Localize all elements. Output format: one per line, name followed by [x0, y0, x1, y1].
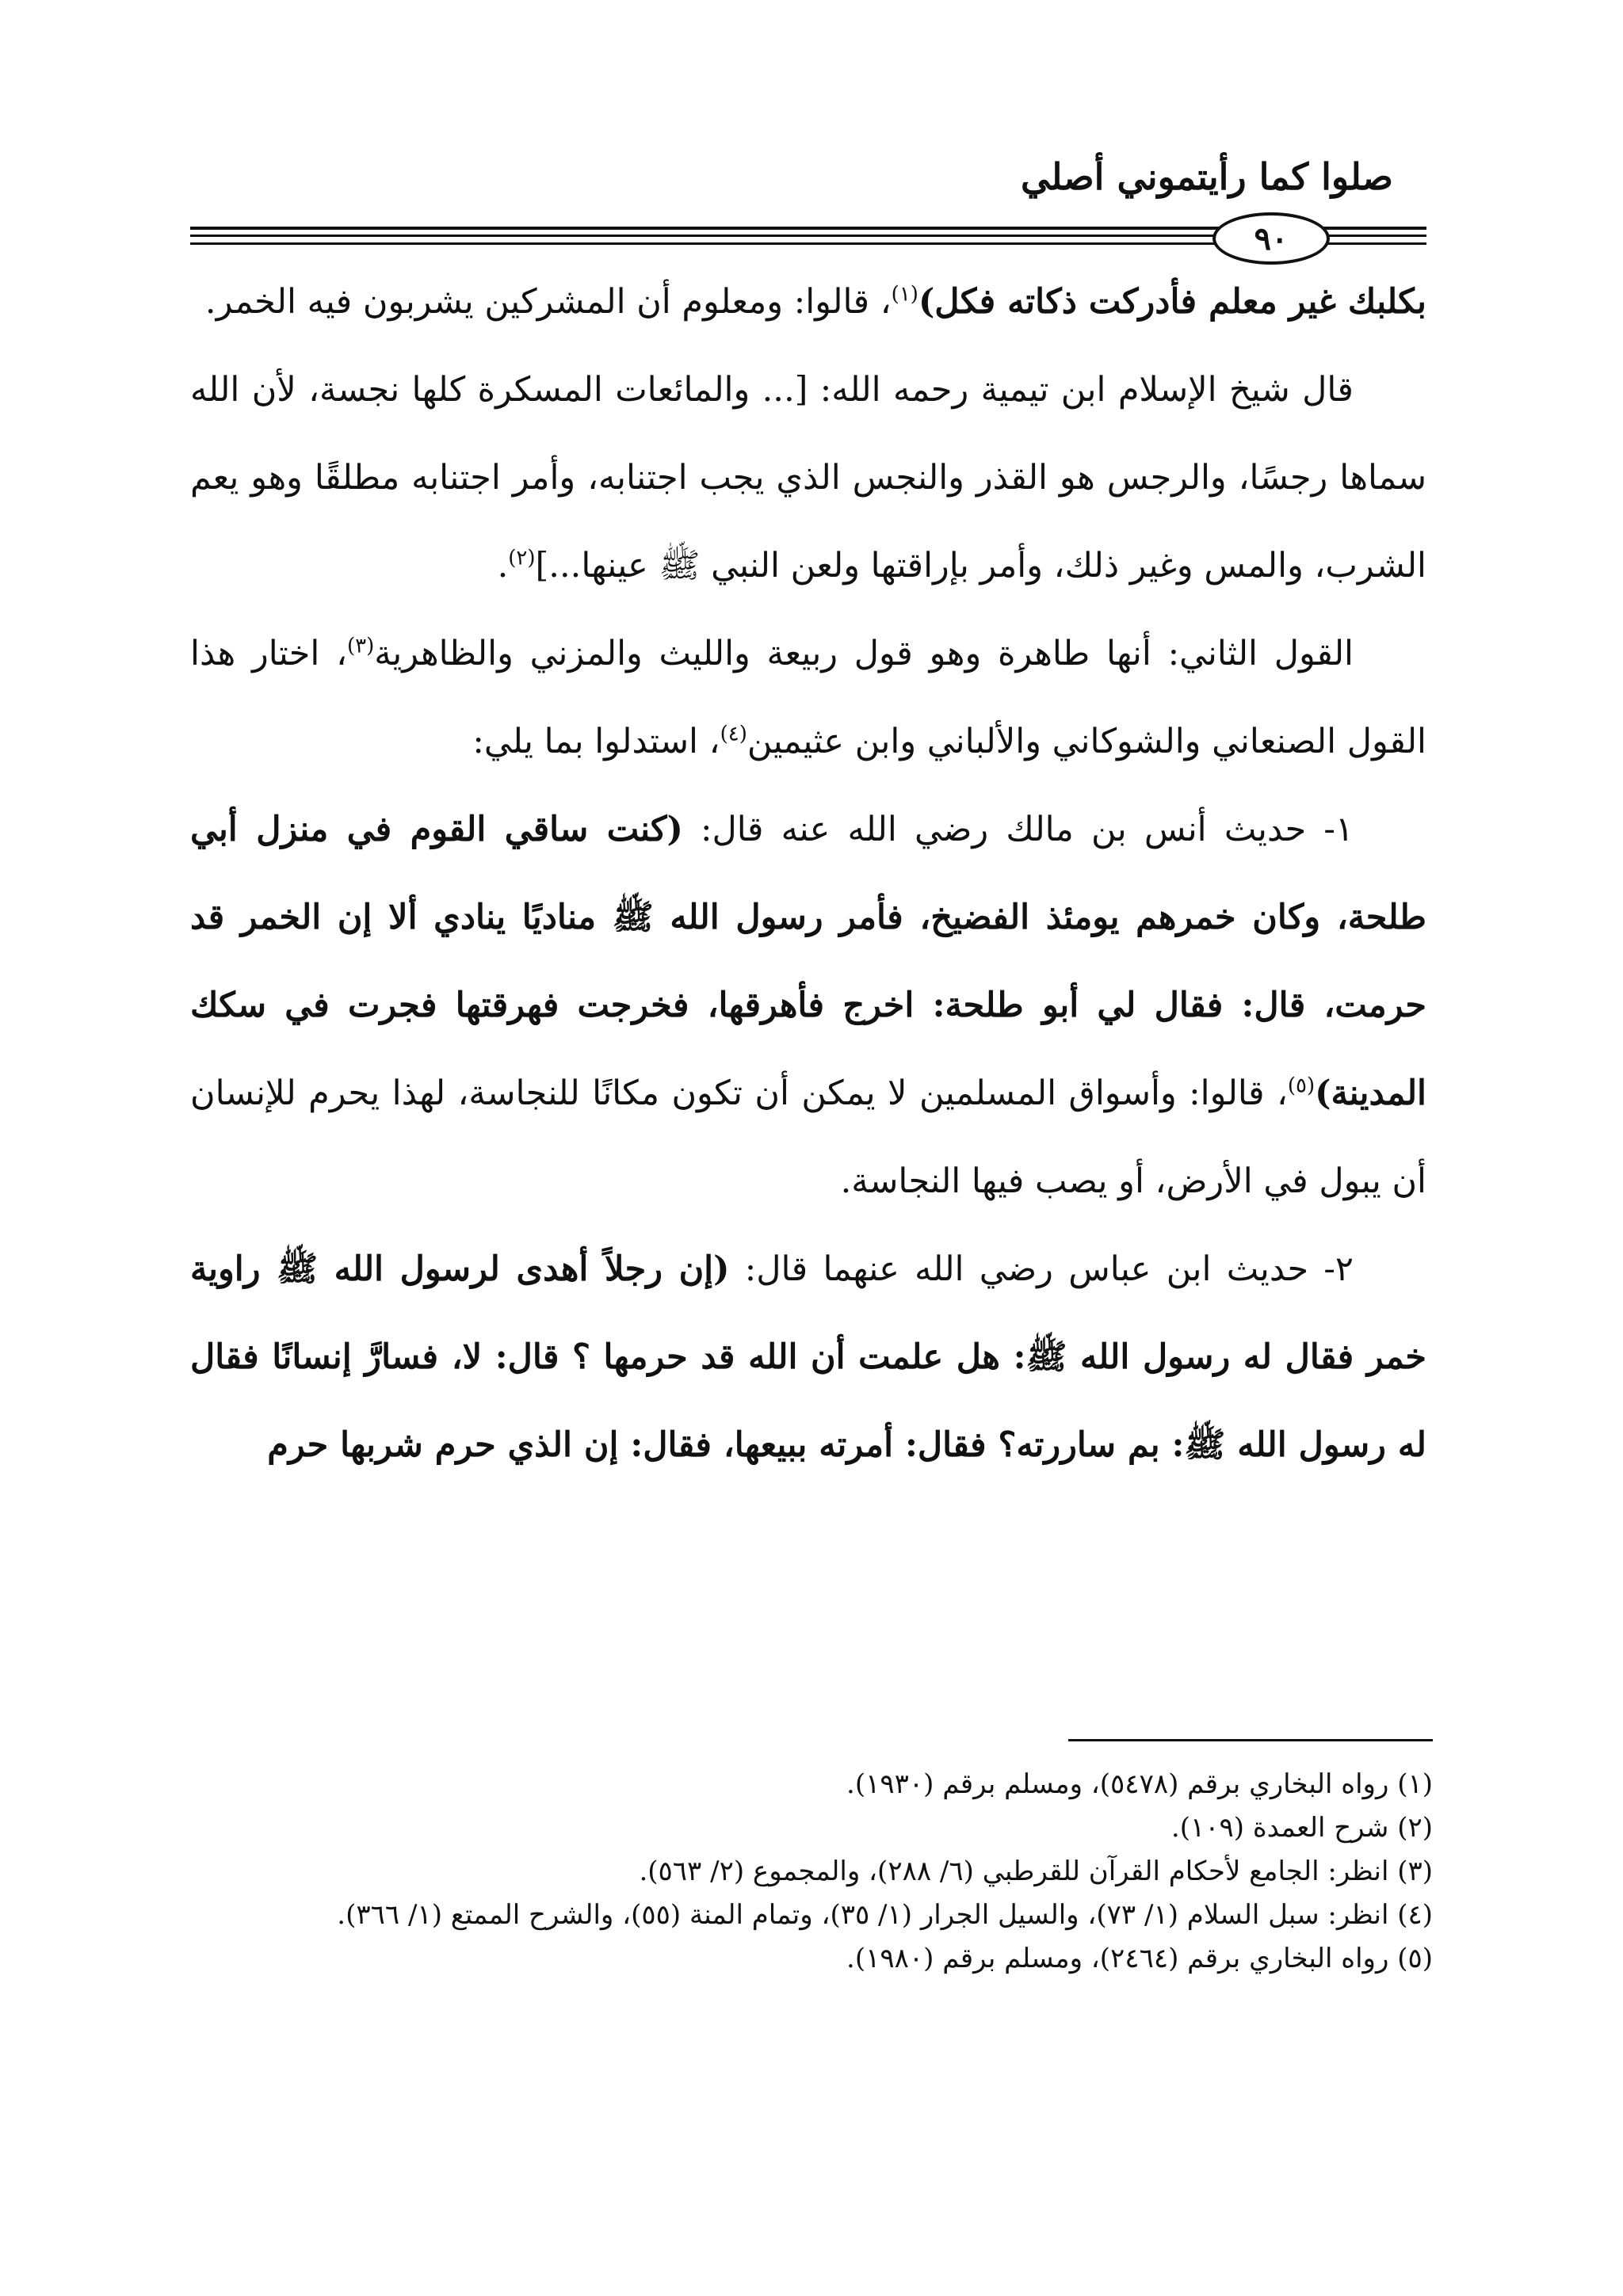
footnote-separator — [1068, 1739, 1433, 1741]
footnote-ref: (٢) — [508, 546, 536, 570]
paragraph-text: ، استدلوا بما يلي: — [472, 722, 720, 761]
footnote: (١) رواه البخاري برقم (٥٤٧٨)، ومسلم برقم (١٩٣٠). — [846, 1768, 1433, 1800]
paragraph-2 — [190, 346, 1426, 610]
paragraph-text: ١- حديث أنس بن مالك رضي الله عنه قال: — [682, 810, 1354, 849]
footnote: (٤) انظر: سبل السلام (١/ ٧٣)، والسيل الجرار (١/ ٣٥)، وتمام المنة (٥٥)، والشرح الممتع (١/ ٣٦٦). — [337, 1899, 1433, 1931]
paragraph-text: ، قالوا: ومعلوم أن المشركين يشربون فيه الخمر. — [204, 282, 892, 322]
body-text — [190, 258, 1426, 1489]
footnote: (٢) شرح العمدة (١٠٩). — [1170, 1812, 1433, 1844]
paragraph-1 — [190, 258, 1426, 346]
paragraph-text: ، قالوا: وأسواق المسلمين لا يمكن أن تكون مكانًا للنجاسة، لهذا يحرم للإنسان أن يبول في الأرض، أو يصب فيها النجاسة. — [190, 1074, 1426, 1201]
hadith-text: بكلبك غير معلم فأدركت ذكاته فكل) — [918, 282, 1426, 322]
paragraph-text: . — [497, 546, 509, 585]
paragraph-text: ٢- حديث ابن عباس رضي الله عنهما قال: — [729, 1249, 1354, 1289]
footnotes — [197, 1763, 1433, 1981]
paragraph-text: قال شيخ الإسلام ابن تيمية رحمه الله: [... والمائعات المسكرة كلها نجسة، لأن الله سماها رجسًا، والرجس هو القذر والنجس الذي يجب اجتنابه، وأمر اجتنابه مطلقًا وهو يعم الشرب، والمس وغير ذلك، وأمر بإراقتها ولعن النبي ﷺ عينها...] — [190, 370, 1426, 585]
footnote-ref: (١) — [891, 282, 918, 307]
paragraph-3 — [190, 610, 1426, 786]
paragraph-text: ، اختار هذا القول الصنعاني والشوكاني والألباني وابن عثيمين — [190, 634, 1426, 761]
footnote-ref: (٥) — [1287, 1074, 1316, 1098]
running-header-title: صلوا كما رأيتموني أصلي — [1021, 155, 1393, 198]
footnote-ref: (٤) — [720, 722, 747, 746]
paragraph-4 — [190, 786, 1426, 1226]
hadith-text: (إن رجلاً أهدى لرسول الله ﷺ راوية خمر فقال له رسول الله ﷺ: هل علمت أن الله قد حرمها ؟ قال: لا، فسارَّ إنسانًا فقال له رسول الله ﷺ: بم ساررته؟ فقال: أمرته ببيعها، فقال: إن الذي حرم شربها حرم — [190, 1249, 1426, 1465]
footnote: (٥) رواه البخاري برقم (٢٤٦٤)، ومسلم برقم (١٩٨٠). — [846, 1943, 1433, 1974]
page-number: ٩٠ — [1212, 212, 1330, 265]
hadith-text: (كنت ساقي القوم في منزل أبي طلحة، وكان خمرهم يومئذ الفضيخ، فأمر رسول الله ﷺ مناديًا ينادي ألا إن الخمر قد حرمت، قال: فقال لي أبو طلحة: اخرج فأهرقها، فخرجت فهرقتها فجرت في سكك المدينة) — [190, 810, 1426, 1113]
paragraph-5 — [190, 1226, 1426, 1489]
footnote-ref: (٣) — [346, 634, 375, 658]
paragraph-text: القول الثاني: أنها طاهرة وهو قول ربيعة والليث والمزني والظاهرية — [374, 634, 1354, 673]
footnote: (٣) انظر: الجامع لأحكام القرآن للقرطبي (٦/ ٢٨٨)، والمجموع (٢/ ٥٦٣). — [639, 1855, 1433, 1887]
